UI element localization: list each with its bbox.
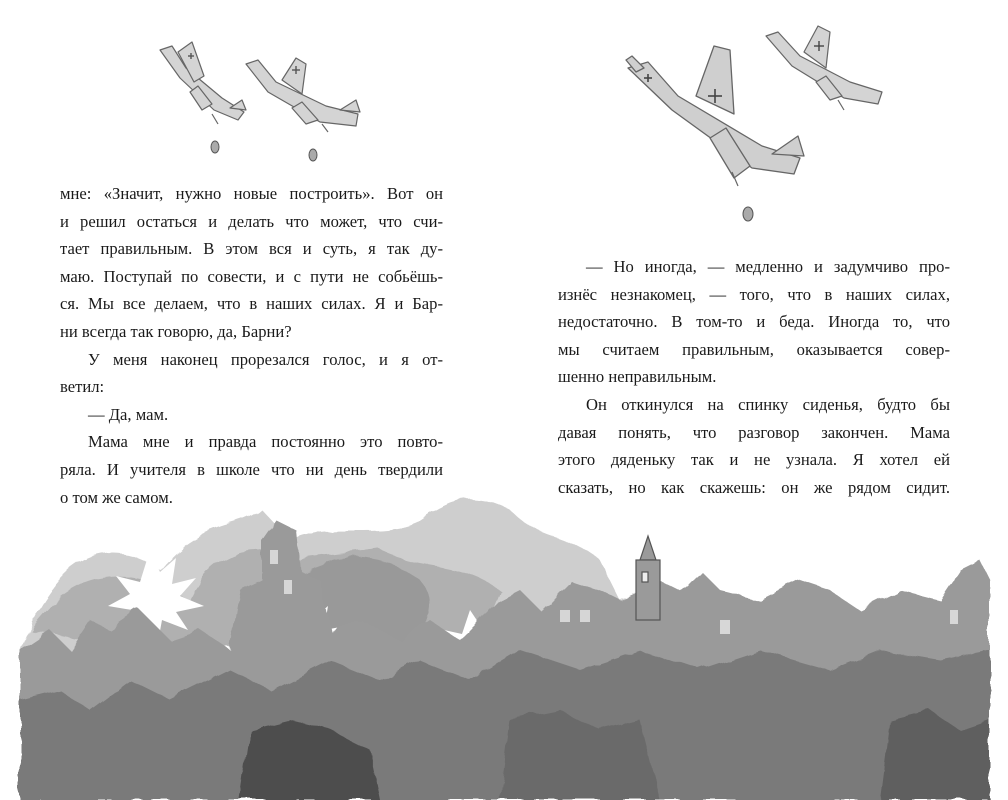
text-line: этого дяденьку так и не узнала. Я хотел ей xyxy=(558,450,950,470)
text-line: о том же самом. xyxy=(60,487,173,507)
text-line: ся. Мы все делаем, что в наших силах. Я и Бар- xyxy=(60,294,443,314)
text-line: мне: «Значит, нужно новые построить». Вот он xyxy=(60,184,443,203)
falling-bomb-icon xyxy=(306,146,320,164)
bomber-plane-icon xyxy=(760,22,890,112)
text-line: мы считаем правильным, оказывается совер- xyxy=(558,339,950,359)
text-line: маю. Поступай по совести, и с пути не собьёшь- xyxy=(60,266,443,286)
text-line: Мама мне и правда постоянно это повто- xyxy=(88,432,443,452)
text-line: изнёс незнакомец, — того, что в наших силах, xyxy=(558,284,950,304)
text-line: шенно неправильным. xyxy=(558,367,717,387)
bomber-plane-icon xyxy=(240,54,370,134)
falling-bomb-icon xyxy=(740,204,756,224)
text-line: ветил: xyxy=(60,377,105,397)
right-text-column xyxy=(558,253,950,501)
text-line: Он откинулся на спинку сиденья, будто бы xyxy=(586,394,950,414)
text-line: ряла. И учителя в школе что ни день твердили xyxy=(60,459,443,479)
left-text-column xyxy=(60,180,443,511)
text-line: сказать, но как скажешь: он же рядом сидит. xyxy=(558,477,950,497)
text-line: У меня наконец прорезался голос, и я от- xyxy=(88,349,443,369)
text-line: тает правильным. В этом вся и суть, я так ду- xyxy=(60,239,443,259)
text-line: — Но иногда, — медленно и задумчиво про- xyxy=(586,257,950,276)
text-line: и решил остаться и делать что может, что счи- xyxy=(60,211,443,231)
text-line: — Да, мам. xyxy=(88,404,169,424)
text-line: давая понять, что разговор закончен. Мама xyxy=(558,422,950,442)
bomber-plane-icon xyxy=(152,38,252,128)
text-line: недостаточно. В том-то и беда. Иногда то, что xyxy=(558,312,950,332)
falling-bomb-icon xyxy=(208,138,222,156)
ruined-city-skyline-icon xyxy=(0,480,1008,800)
text-line: ни всегда так говорю, да, Барни? xyxy=(60,321,292,341)
